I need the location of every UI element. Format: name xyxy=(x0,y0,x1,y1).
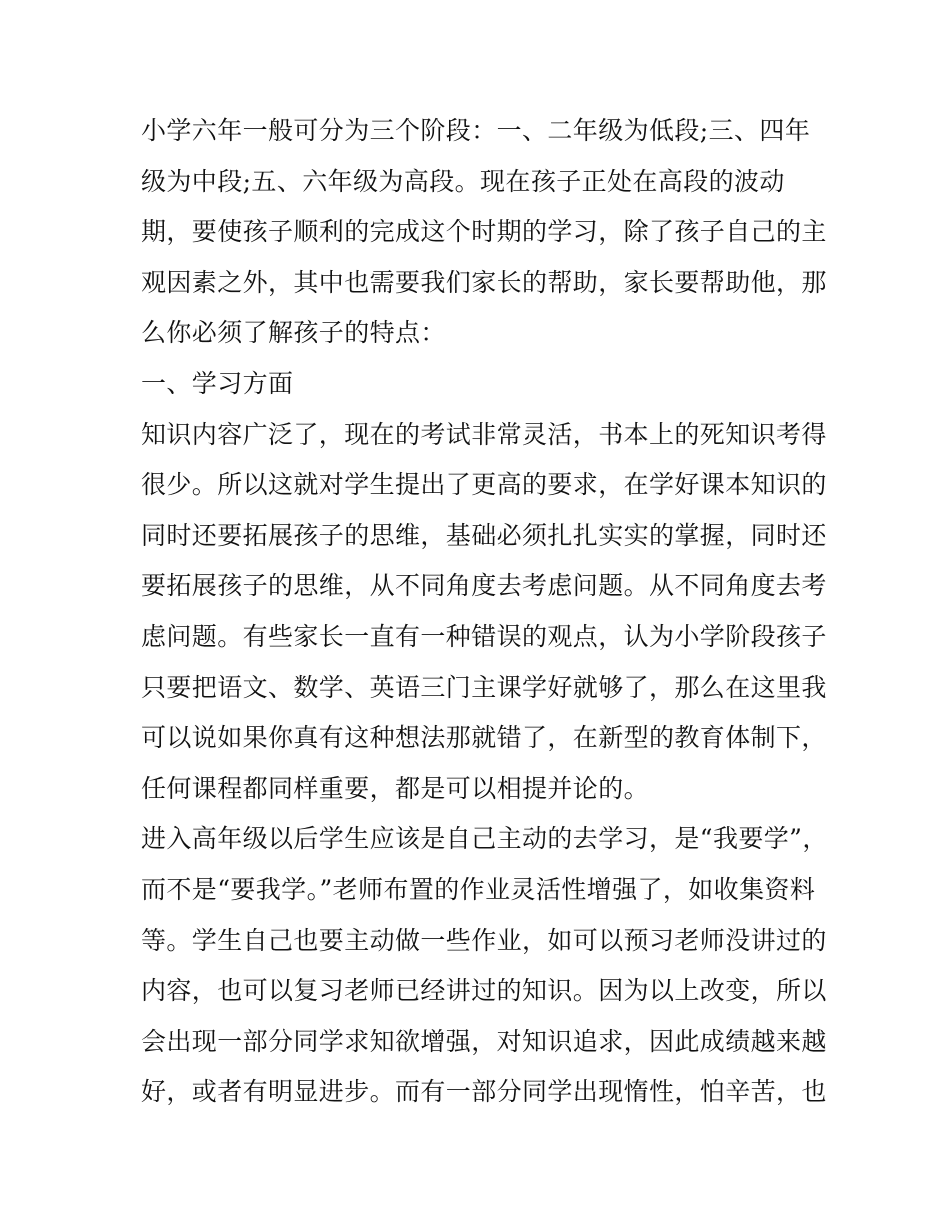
text-line: 级为中段;五、六年级为高段。现在孩子正处在高段的波动 xyxy=(141,166,785,196)
text-line: 么你必须了解孩子的特点： xyxy=(141,318,446,348)
text-line: 期，要使孩子顺利的完成这个时期的学习，除了孩子自己的主 xyxy=(141,217,827,247)
document-body xyxy=(141,106,828,1118)
text-line: 好，或者有明显进步。而有一部分同学出现惰性，怕辛苦，也 xyxy=(141,1077,827,1107)
text-line: 任何课程都同样重要，都是可以相提并论的。 xyxy=(141,773,650,803)
text-line: 知识内容广泛了，现在的考试非常灵活，书本上的死知识考得 xyxy=(141,419,827,449)
text-line: 内容，也可以复习老师已经讲过的知识。因为以上改变，所以 xyxy=(141,976,827,1006)
text-line: 等。学生自己也要主动做一些作业，如可以预习老师没讲过的 xyxy=(141,925,827,955)
text-line: 只要把语文、数学、英语三门主课学好就够了，那么在这里我 xyxy=(141,672,827,702)
text-line: 观因素之外，其中也需要我们家长的帮助，家长要帮助他，那 xyxy=(141,267,827,297)
section-heading: 一、学习方面 xyxy=(141,368,294,398)
text-line: 会出现一部分同学求知欲增强，对知识追求，因此成绩越来越 xyxy=(141,1026,827,1056)
text-line: 进入高年级以后学生应该是自己主动的去学习，是“我要学”， xyxy=(141,824,828,854)
text-line: 可以说如果你真有这种想法那就错了，在新型的教育体制下， xyxy=(141,723,827,753)
text-line: 而不是“要我学。”老师布置的作业灵活性增强了，如收集资料 xyxy=(141,874,816,904)
text-line: 小学六年一般可分为三个阶段：一、二年级为低段;三、四年 xyxy=(141,116,811,145)
text-line: 虑问题。有些家长一直有一种错误的观点，认为小学阶段孩子 xyxy=(141,621,827,651)
text-line: 要拓展孩子的思维，从不同角度去考虑问题。从不同角度去考 xyxy=(141,571,827,601)
text-line: 同时还要拓展孩子的思维，基础必须扎扎实实的掌握，同时还 xyxy=(141,520,827,550)
text-line: 很少。所以这就对学生提出了更高的要求，在学好课本知识的 xyxy=(141,470,827,500)
